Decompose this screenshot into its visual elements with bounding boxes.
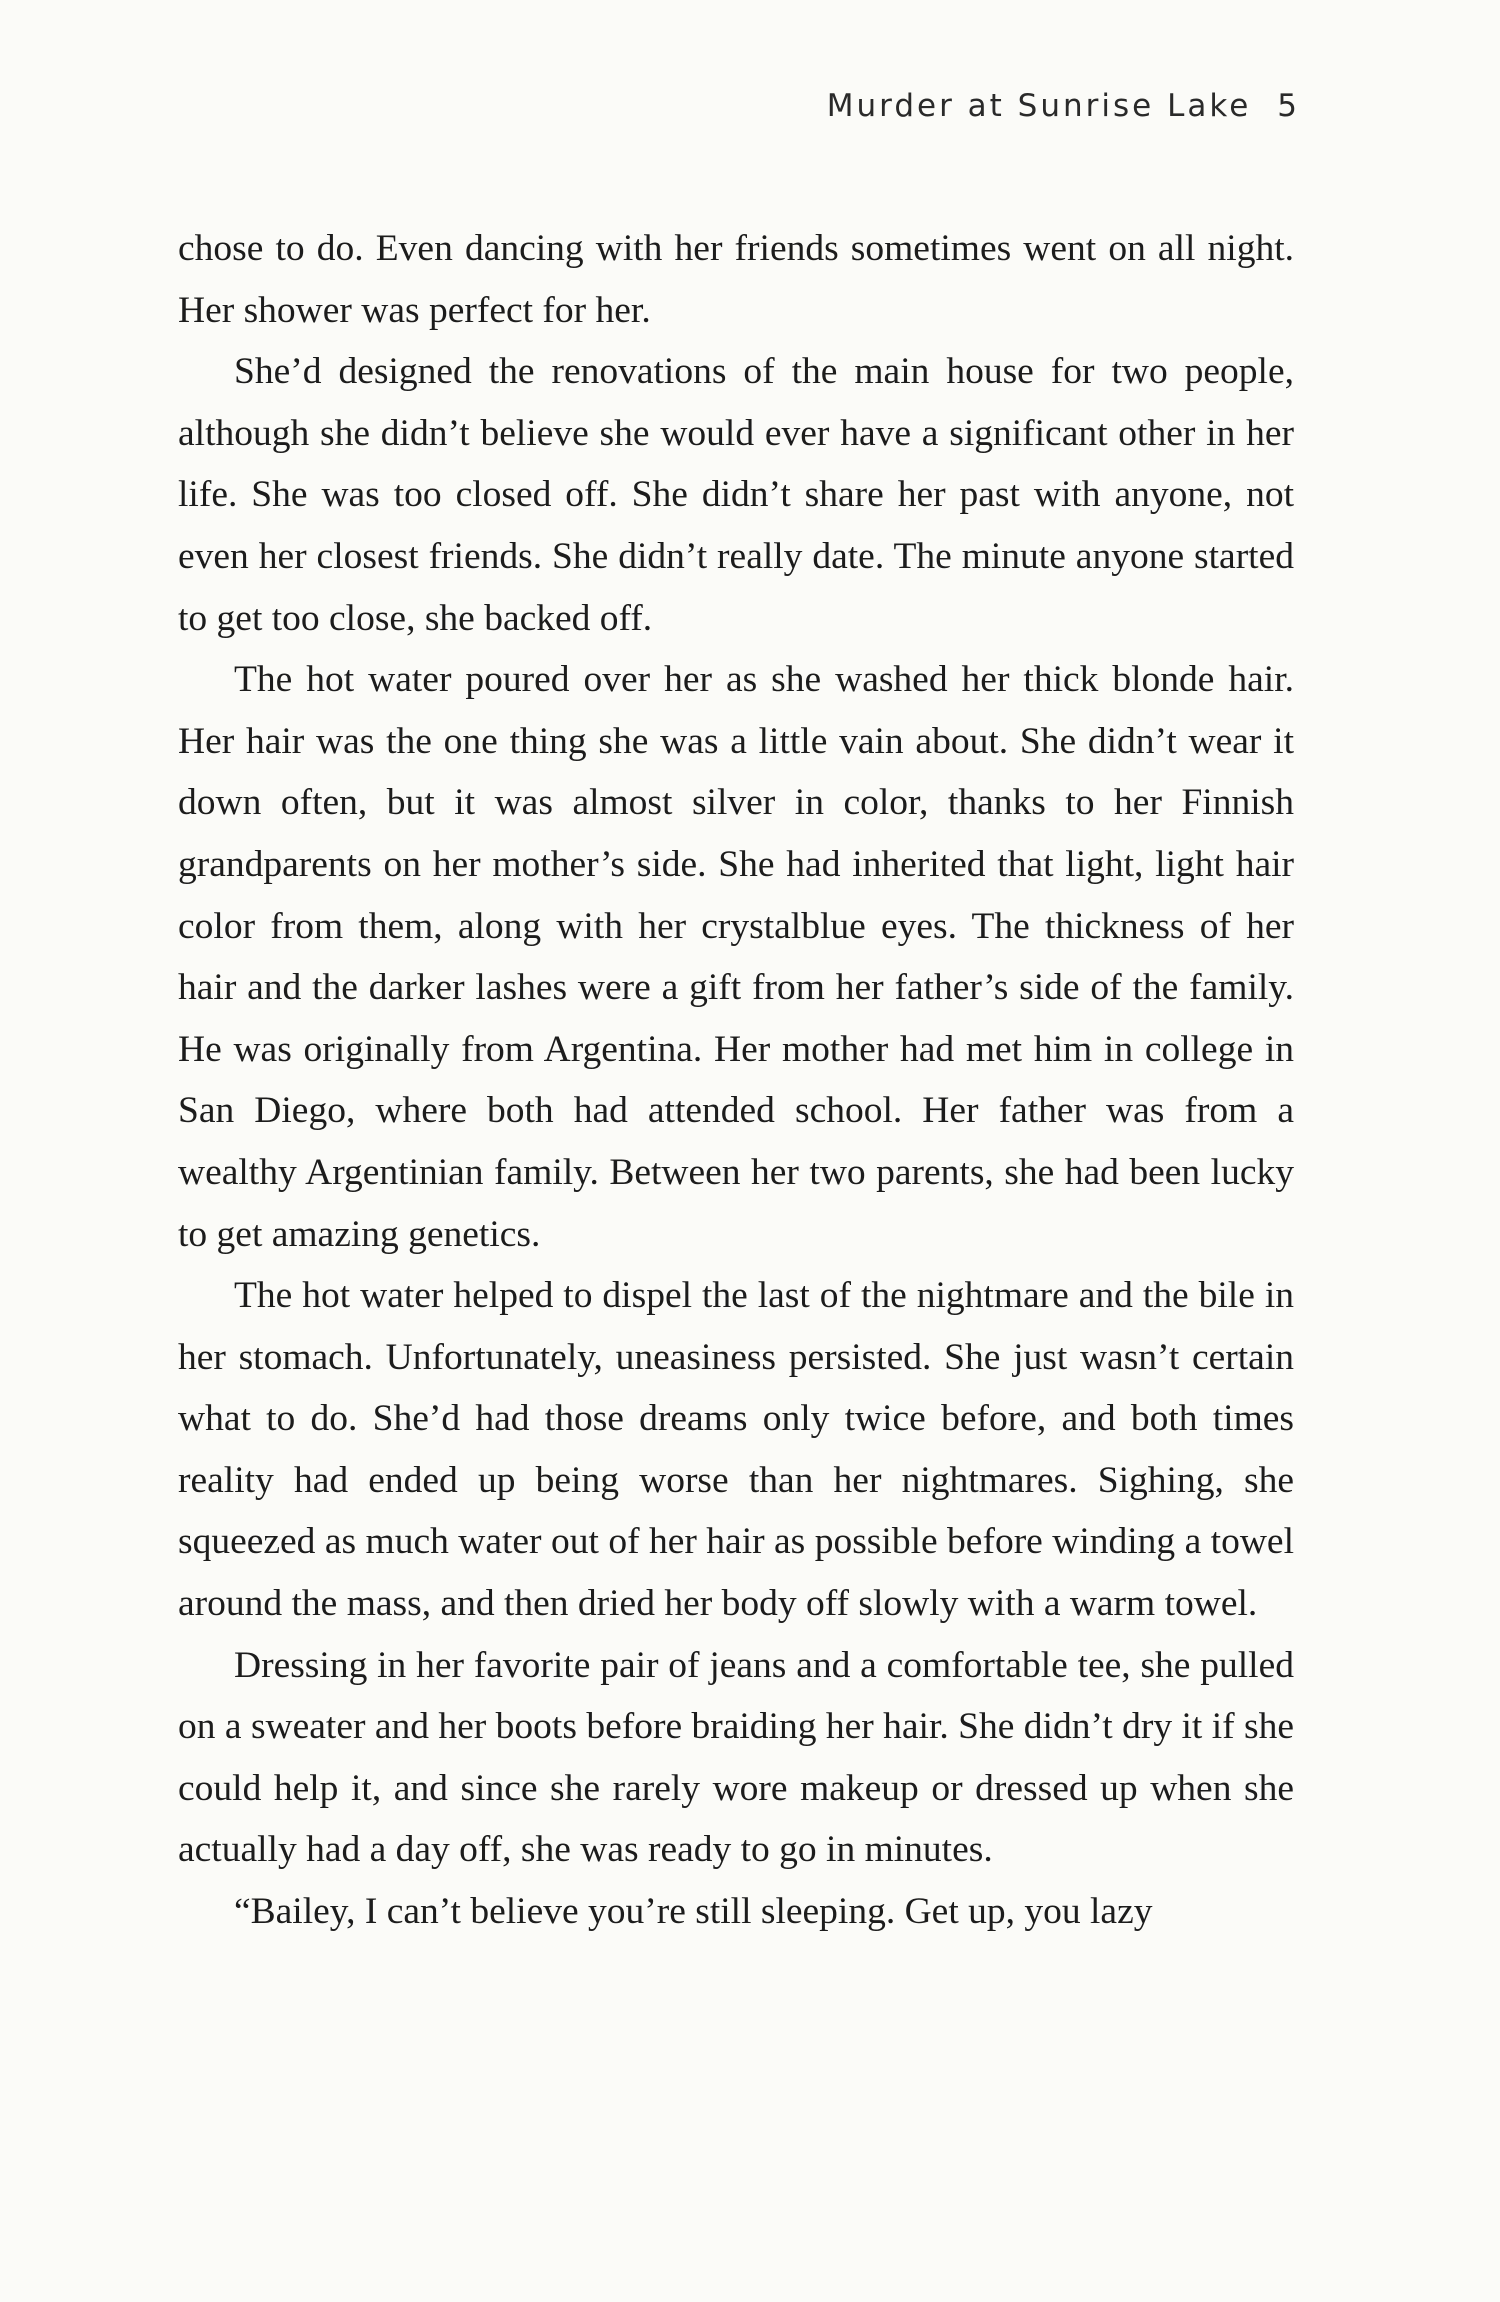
- book-title: Murder at Sunrise Lake: [826, 88, 1252, 124]
- paragraph: chose to do. Even dancing with her friends sometimes went on all night. Her shower was perfect for her.: [178, 228, 1294, 331]
- paragraph: She’d designed the renovations of the main house for two people, although she didn’t believe she would ever have a significant other in her life. She was too closed off. She didn’t share her past with anyone, not even her closest friends. She didn’t really date. The minute anyone started to get too close, she backed off.: [178, 351, 1294, 639]
- paragraph: Dressing in her favorite pair of jeans and a comfortable tee, she pulled on a sweater and her boots before braiding her hair. She didn’t dry it if she could help it, and since she rarely wore makeup or dressed up when she actually had a day off, she was ready to go in minutes.: [178, 1644, 1294, 1871]
- page-number: 5: [1277, 88, 1300, 124]
- paragraph: The hot water helped to dispel the last of the nightmare and the bile in her stomach. Unfortunately, uneasiness persisted. She just wasn’t certain what to do. She’d had those dreams only twice before, and both times reality had ended up being worse than her nightmares. Sighing, she squeezed as much water out of her hair as possible before winding a towel around the mass, and then dried her body off slowly with a warm towel.: [178, 1275, 1294, 1625]
- body-text: [178, 218, 1294, 1943]
- running-header: [827, 88, 1300, 124]
- paragraph: The hot water poured over her as she washed her thick blonde hair. Her hair was the one thing she was a little vain about. She didn’t wear it down often, but it was almost silver in color, thanks to her Finnish grandparents on her mother’s side. She had inherited that light, light hair color from them, along with her crystalblue eyes. The thickness of her hair and the darker lashes were a gift from her father’s side of the family. He was originally from Argentina. Her mother had met him in college in San Diego, where both had attended school. Her father was from a wealthy Argentinian family. Between her two parents, she had been lucky to get amazing genetics.: [178, 659, 1294, 1255]
- paragraph: “Bailey, I can’t believe you’re still sleeping. Get up, you lazy: [234, 1891, 1153, 1933]
